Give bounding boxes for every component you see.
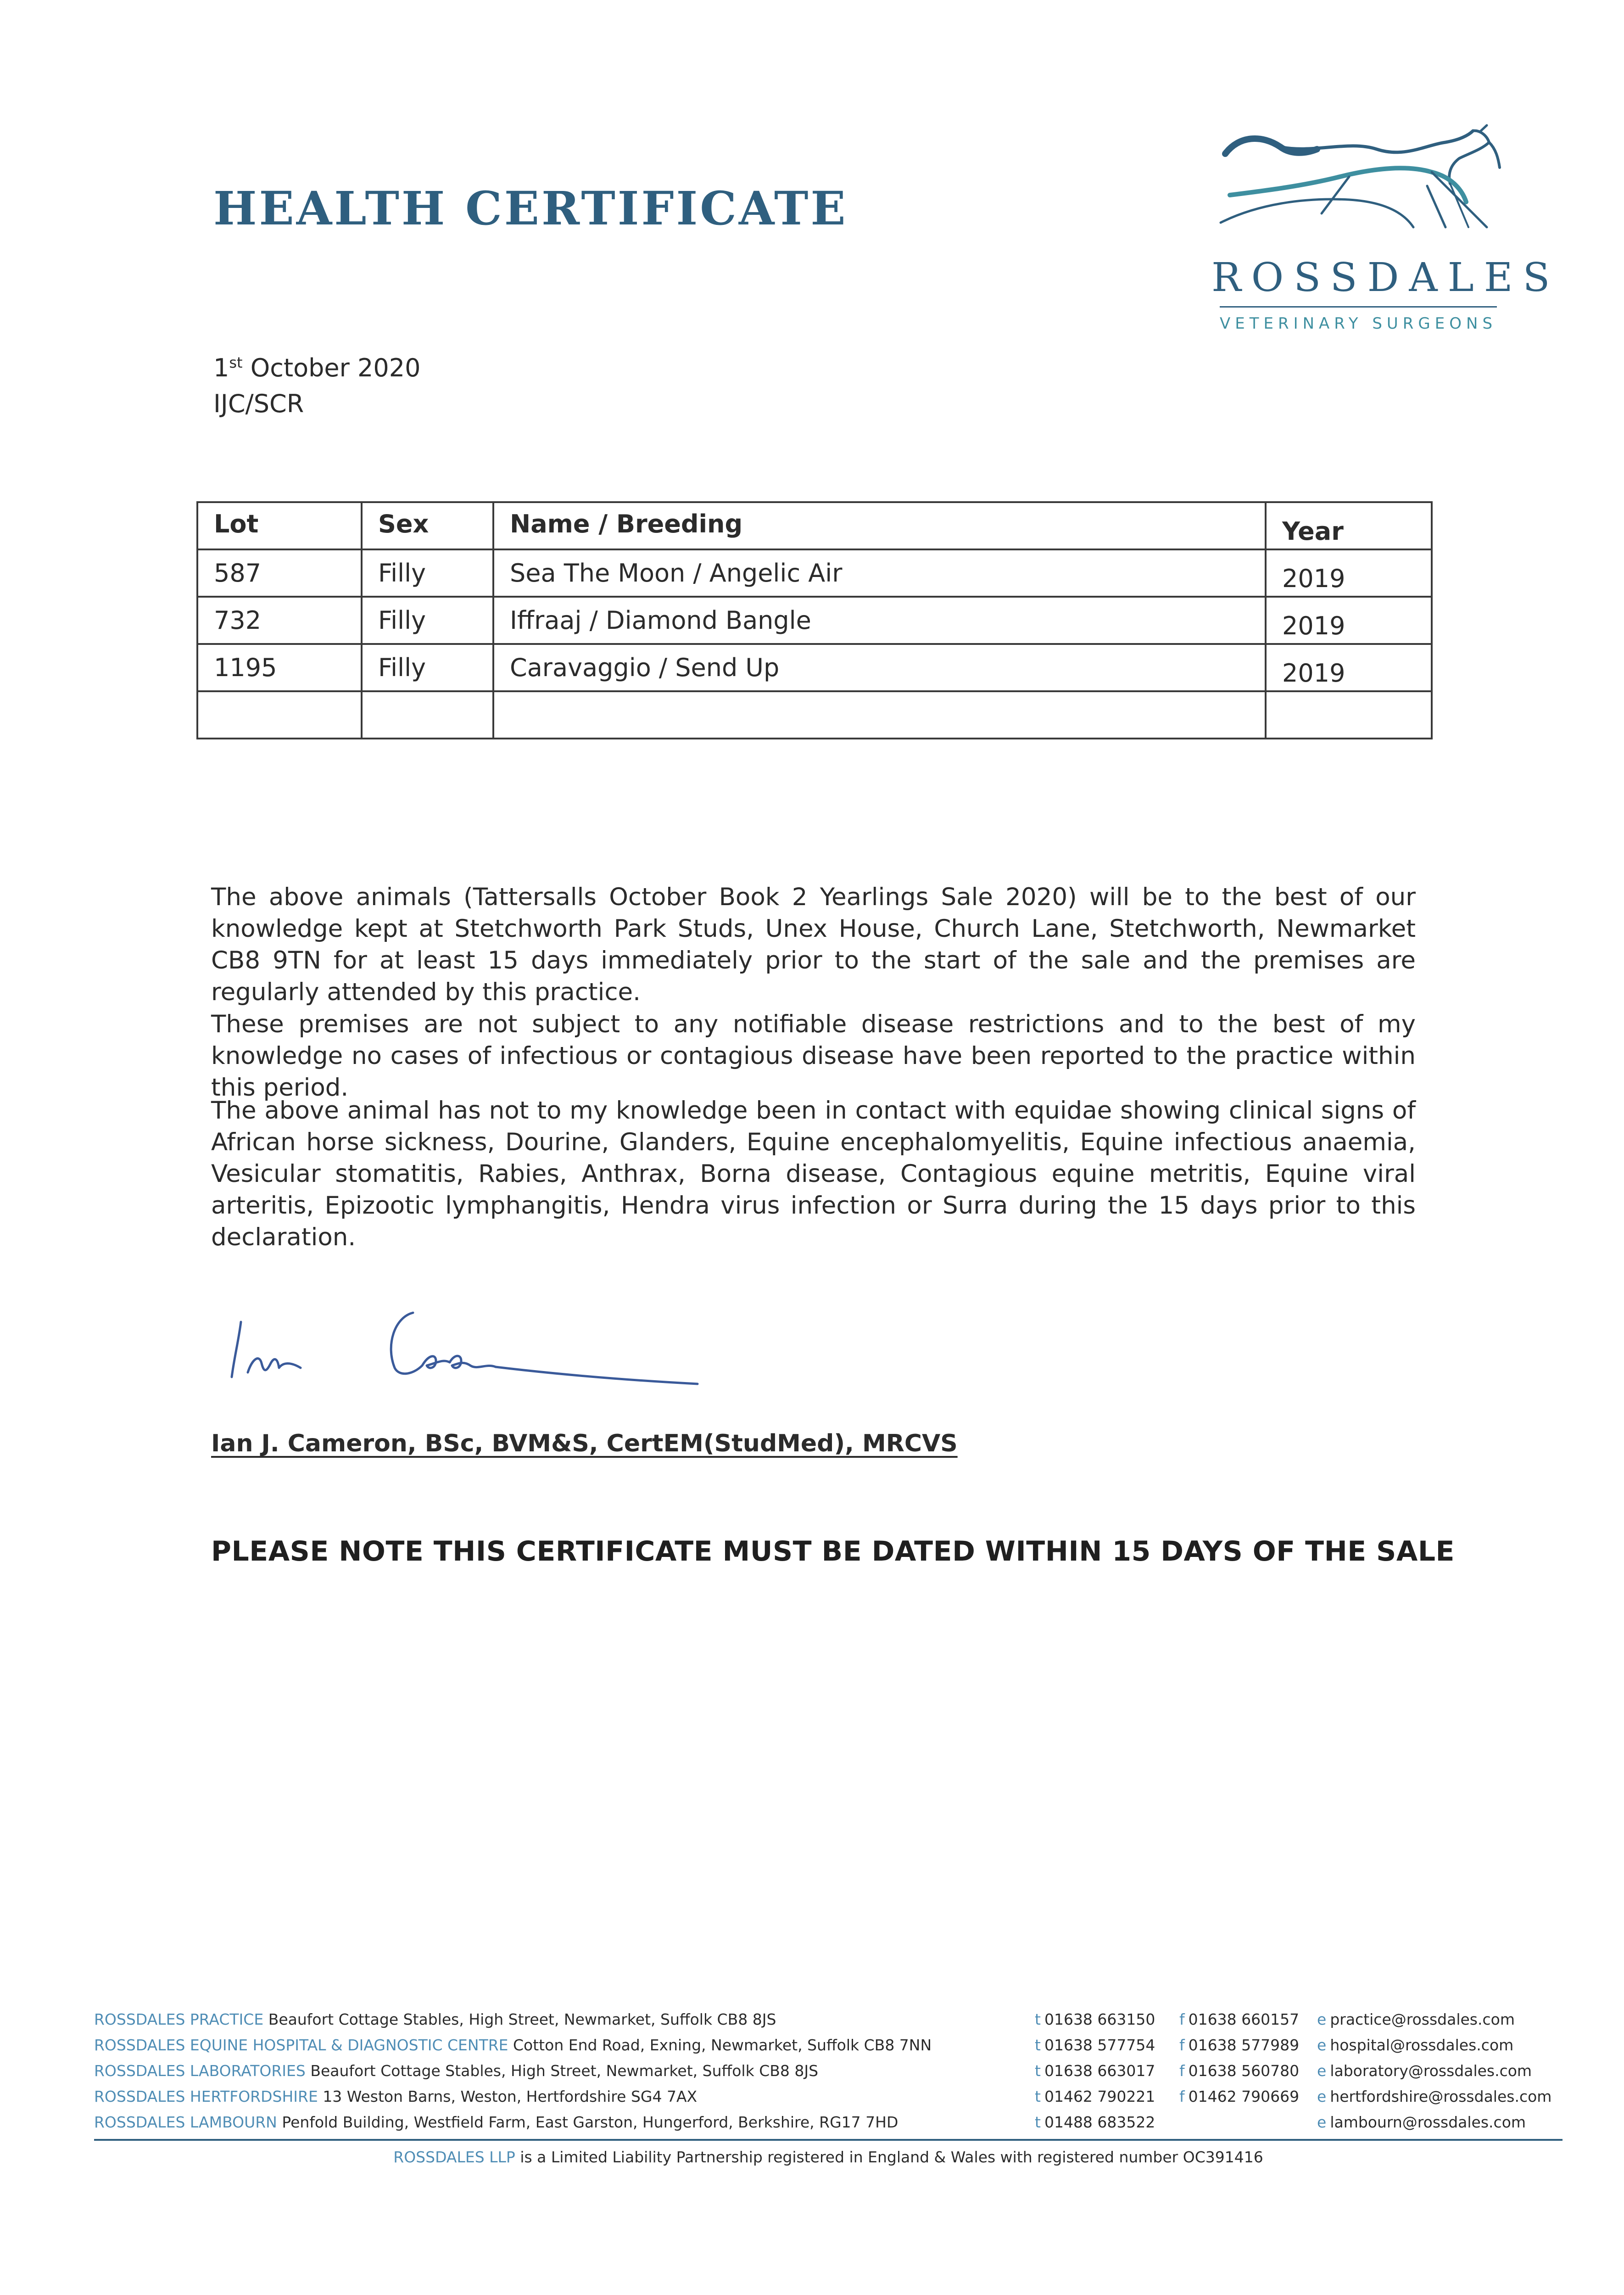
footer-phone: t 01638 577754 <box>1035 2036 1155 2054</box>
cell-year: 2019 <box>1266 597 1432 644</box>
date-month-year: October 2020 <box>250 353 421 382</box>
cell-lot: 1195 <box>197 644 362 691</box>
cell-lot <box>197 691 362 739</box>
date-suffix: st <box>229 354 243 371</box>
cell-sex: Filly <box>362 597 493 644</box>
cell-breeding: Caravaggio / Send Up <box>493 644 1266 691</box>
header-name-breeding: Name / Breeding <box>493 502 1266 549</box>
animal-table <box>196 501 1433 739</box>
footer-address: Beaufort Cottage Stables, High Street, Newmarket, Suffolk CB8 8JS <box>310 2062 819 2080</box>
footer-email: e hertfordshire@rossdales.com <box>1317 2088 1552 2105</box>
table-header-row <box>197 502 1432 549</box>
footer-branch-name: ROSSDALES PRACTICE <box>94 2010 264 2028</box>
footer-phone: t 01462 790221 <box>1035 2088 1155 2105</box>
llp-text: is a Limited Liability Partnership registered in England & Wales with registered number OC391416 <box>520 2148 1263 2166</box>
certificate-title: HEALTH CERTIFICATE <box>213 181 848 235</box>
table-row <box>197 549 1432 597</box>
footer-fax: f 01638 660157 <box>1179 2010 1300 2028</box>
footer-email: e practice@rossdales.com <box>1317 2010 1515 2028</box>
cell-breeding: Iffraaj / Diamond Bangle <box>493 597 1266 644</box>
rossdales-logo <box>1211 122 1560 342</box>
footer-fax: f 01638 560780 <box>1179 2062 1300 2080</box>
footer-row <box>94 2113 1563 2139</box>
footer-branch-name: ROSSDALES LABORATORIES <box>94 2062 306 2080</box>
footer-phone: t 01488 683522 <box>1035 2113 1155 2131</box>
header-year: Year <box>1266 502 1432 549</box>
footer-email: e hospital@rossdales.com <box>1317 2036 1514 2054</box>
footer-address: 13 Weston Barns, Weston, Hertfordshire SG4 7AX <box>323 2088 698 2105</box>
cell-year: 2019 <box>1266 549 1432 597</box>
cell-year <box>1266 691 1432 739</box>
cell-sex: Filly <box>362 549 493 597</box>
cell-year: 2019 <box>1266 644 1432 691</box>
cell-lot: 732 <box>197 597 362 644</box>
table-row <box>197 597 1432 644</box>
table-row <box>197 644 1432 691</box>
footer-row <box>94 2062 1563 2088</box>
signature-image <box>220 1285 725 1395</box>
footer-email: e lambourn@rossdales.com <box>1317 2113 1526 2131</box>
header-sex: Sex <box>362 502 493 549</box>
logo-divider <box>1220 306 1497 308</box>
certificate-date <box>213 353 420 382</box>
declaration-paragraph-contact: The above animal has not to my knowledge been in contact with equidae showing clinical signs of African horse sickness, Dourine, Glanders, Equine encephalomyelitis, Equine infectious anaemia, Vesicular stomatitis, Rabies, Anthrax, Borna disease, Contagious equine metritis, Equine viral arteritis, Epizootic lymphangitis, Hendra virus infection or Surra during the 15 days prior to this declaration. <box>211 1097 1416 1251</box>
table-row-empty <box>197 691 1432 739</box>
footer-fax: f 01638 577989 <box>1179 2036 1300 2054</box>
footer-branch-name: ROSSDALES LAMBOURN <box>94 2113 277 2131</box>
footer-row <box>94 2036 1563 2062</box>
date-day: 1 <box>213 353 229 382</box>
footer-divider <box>94 2139 1563 2141</box>
cell-breeding <box>493 691 1266 739</box>
cell-breeding: Sea The Moon / Angelic Air <box>493 549 1266 597</box>
declaration-paragraph-restrictions: These premises are not subject to any notifiable disease restrictions and to the best of my knowledge no cases of infectious or contagious disease have been reported to the practice within this period. <box>211 1010 1416 1102</box>
footer-phone: t 01638 663150 <box>1035 2010 1155 2028</box>
reference-code: IJC/SCR <box>213 389 304 418</box>
logo-subtitle: VETERINARY SURGEONS <box>1219 314 1497 333</box>
footer-row <box>94 2010 1563 2036</box>
footer-address: Cotton End Road, Exning, Newmarket, Suffolk CB8 7NN <box>513 2036 932 2054</box>
footer-branch-name: ROSSDALES EQUINE HOSPITAL & DIAGNOSTIC CENTRE <box>94 2036 508 2054</box>
signatory-name: Ian J. Cameron, BSc, BVM&S, CertEM(StudMed), MRCVS <box>211 1430 958 1457</box>
logo-wordmark: ROSSDALES <box>1211 255 1560 301</box>
cell-lot: 587 <box>197 549 362 597</box>
footer-row <box>94 2088 1563 2113</box>
cell-sex <box>362 691 493 739</box>
cell-sex: Filly <box>362 644 493 691</box>
footer-email: e laboratory@rossdales.com <box>1317 2062 1532 2080</box>
header-lot: Lot <box>197 502 362 549</box>
footer-address: Penfold Building, Westfield Farm, East Garston, Hungerford, Berkshire, RG17 7HD <box>282 2113 899 2131</box>
footer-branch-name: ROSSDALES HERTFORDSHIRE <box>94 2088 318 2105</box>
footer-phone: t 01638 663017 <box>1035 2062 1155 2080</box>
dating-notice: PLEASE NOTE THIS CERTIFICATE MUST BE DATED WITHIN 15 DAYS OF THE SALE <box>211 1535 1455 1567</box>
horse-logo-icon <box>1211 122 1505 255</box>
footer-fax: f 01462 790669 <box>1179 2088 1300 2105</box>
declaration-paragraph-premises: The above animals (Tattersalls October Book 2 Yearlings Sale 2020) will be to the best of our knowledge kept at Stetchworth Park Studs, Unex House, Church Lane, Stetchworth, Newmarket CB8 9TN for at least 15 days immediately prior to the start of the sale and the premises are regularly attended by this practice. <box>211 883 1416 1006</box>
llp-name: ROSSDALES LLP <box>393 2148 515 2166</box>
footer-address: Beaufort Cottage Stables, High Street, Newmarket, Suffolk CB8 8JS <box>268 2010 776 2028</box>
llp-registration-note <box>94 2148 1563 2166</box>
